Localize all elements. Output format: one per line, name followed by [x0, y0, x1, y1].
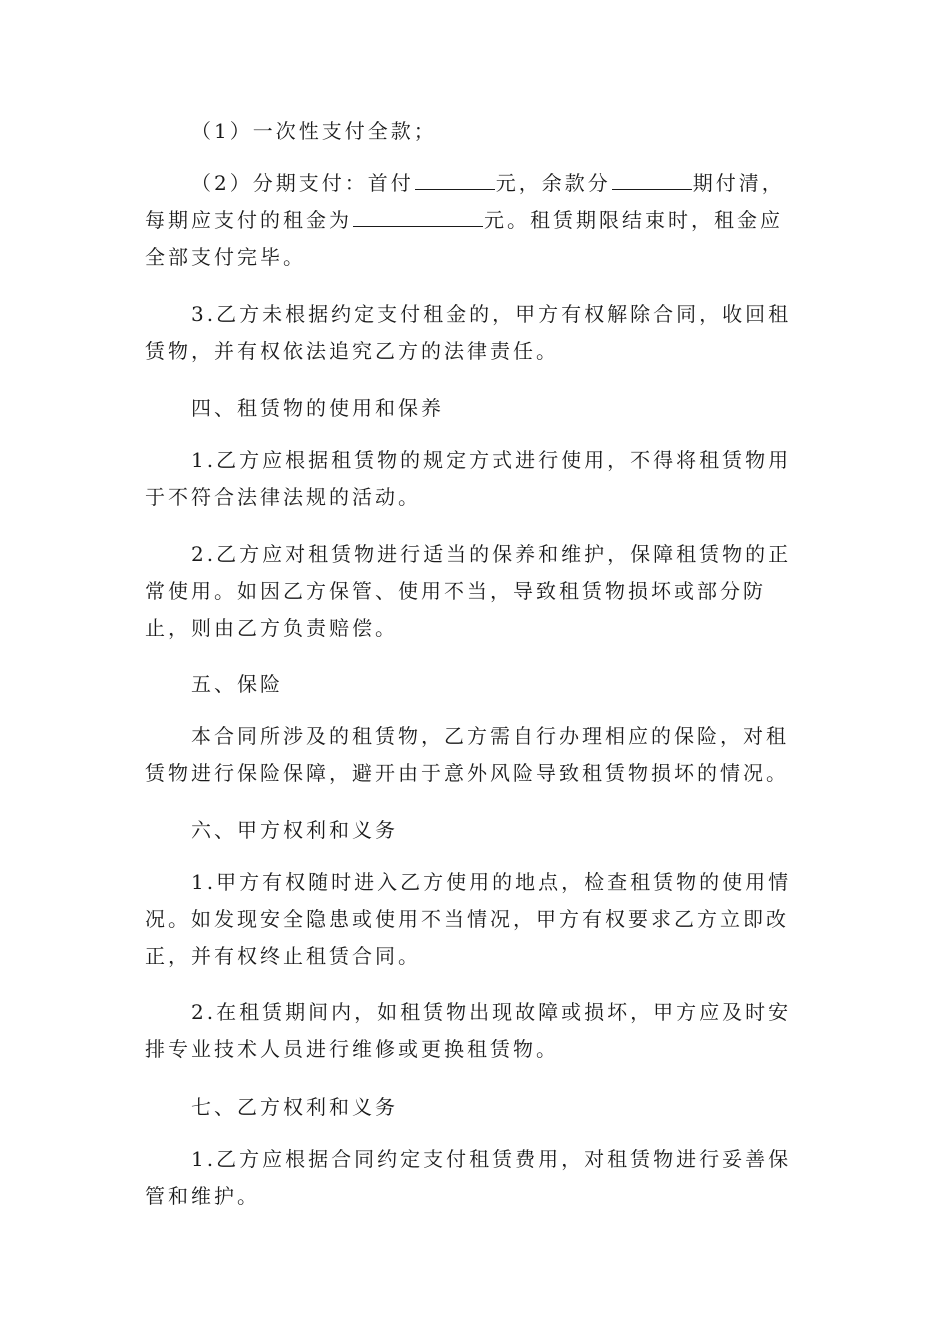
clause-6-2: 2.在租赁期间内，如租赁物出现故障或损坏，甲方应及时安排专业技术人员进行维修或更换租赁物。 [145, 1000, 792, 1061]
clause-3-3: 3.乙方未根据约定支付租金的，甲方有权解除合同，收回租赁物，并有权依法追究乙方的法律责任。 [145, 302, 792, 363]
down-payment-blank[interactable] [415, 165, 495, 190]
installment-count-blank[interactable] [612, 165, 692, 190]
payment-option-full: （1）一次性支付全款； [191, 119, 437, 143]
clause-7-1: 1.乙方应根据合同约定支付租赁费用，对租赁物进行妥善保管和维护。 [145, 1147, 792, 1208]
clause-5: 本合同所涉及的租赁物，乙方需自行办理相应的保险，对租赁物进行保险保障，避开由于意外风险导致租赁物损坏的情况。 [145, 724, 789, 785]
section-heading-4: 四、租赁物的使用和保养 [191, 396, 444, 420]
section-heading-7: 七、乙方权利和义务 [191, 1095, 398, 1119]
payment-option-installment [145, 165, 805, 276]
section-heading-5: 五、保险 [191, 672, 283, 696]
installment-amount-blank[interactable] [353, 202, 483, 227]
clause-4-2: 2.乙方应对租赁物进行适当的保养和维护，保障租赁物的正常使用。如因乙方保管、使用不当，导致租赁物损坏或部分防止，则由乙方负责赔偿。 [145, 542, 792, 640]
installment-text-b: 元，余款分 [495, 171, 611, 195]
installment-text-c: 期付清，每期应支付的租金为 [145, 171, 785, 232]
section-heading-6: 六、甲方权利和义务 [191, 818, 398, 842]
installment-text-a: （2）分期支付：首付 [191, 171, 414, 195]
installment-text-d: 元。租赁期限结束时，租金应全部支付完毕。 [145, 208, 783, 269]
clause-4-1: 1.乙方应根据租赁物的规定方式进行使用，不得将租赁物用于不符合法律法规的活动。 [145, 448, 792, 509]
clause-6-1: 1.甲方有权随时进入乙方使用的地点，检查租赁物的使用情况。如发现安全隐患或使用不当情况，甲方有权要求乙方立即改正，并有权终止租赁合同。 [145, 870, 792, 968]
